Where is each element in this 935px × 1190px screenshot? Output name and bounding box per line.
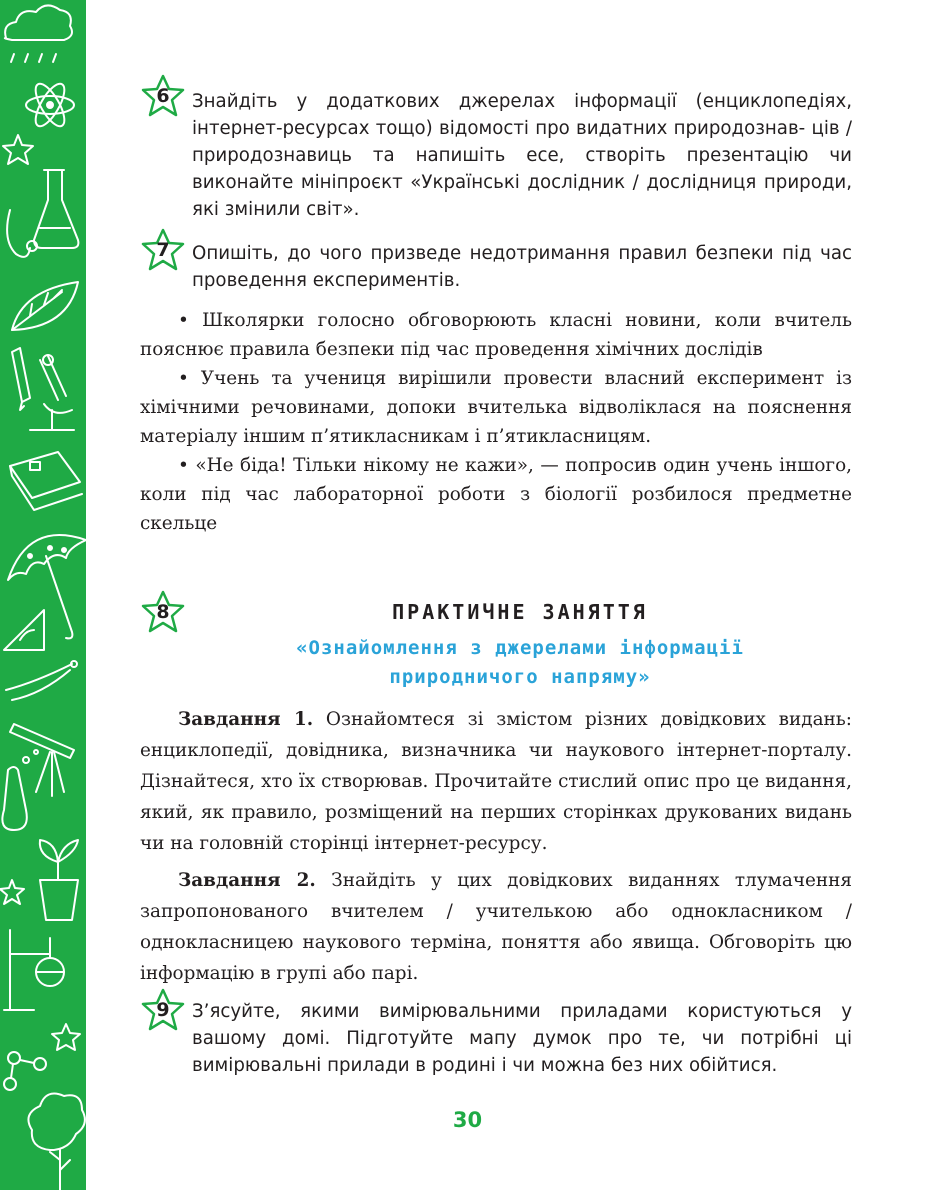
page-number: 30 [452, 1108, 483, 1132]
pencil-icon [12, 348, 30, 410]
star-icon [52, 1024, 80, 1050]
beaker-icon [2, 750, 38, 830]
subtitle-line-1: «Ознайомлення з джерелами інформації [296, 637, 744, 659]
flask-icon [34, 170, 78, 248]
leaf-icon [12, 282, 78, 330]
task-number-badge [140, 228, 186, 274]
book-icon [10, 452, 82, 510]
task-6-text: Знайдіть у додаткових джерелах інформації (енциклопедіях, інтернет-ресурсах тощо) відомості про видатних природознав- ців / природознавиць та напишіть есе, створіть презентацію чи виконайте мініпроєкт «Українські дослідник / дослідниця природи, які змінили світ». [192, 91, 852, 220]
microscope-icon [30, 355, 74, 430]
protractor-icon [4, 610, 44, 650]
assignment-1-text: Ознайомтеся зі змістом різних довідкових видань: енциклопедії, довідника, визначника чи наукового інтернет-порталу. Дізнайтеся, хто їх створював. Прочитайте стислий опис про це видання, який, як правило, розміщений на перших сторінках друкованих видань чи на головній сторінці інтернет-ресурсу. [140, 709, 852, 854]
task-7-text: Опишіть, до чого призведе недотримання правил безпеки під час проведення експериментів. [192, 243, 852, 291]
assignment-1-label: Завдання 1. [178, 709, 314, 730]
task-number: 7 [156, 239, 170, 261]
star-icon [3, 135, 33, 164]
assignment-2-label: Завдання 2. [178, 870, 316, 891]
task-6 [140, 74, 856, 220]
stethoscope-icon [7, 210, 37, 257]
comet-icon [6, 661, 77, 700]
rain-cloud-icon [5, 5, 72, 62]
atom-icon [26, 80, 74, 131]
umbrella-icon [8, 535, 86, 638]
task-9 [140, 988, 856, 1078]
subtitle-line-2: природничого напряму» [389, 666, 651, 688]
practical-lesson-heading [180, 600, 860, 624]
assignments [140, 704, 852, 989]
task-number: 8 [156, 601, 170, 623]
task-7 [140, 228, 856, 298]
telescope-icon [10, 724, 74, 796]
assignment-2 [140, 865, 852, 989]
task-7-bullets [140, 306, 852, 538]
bullet-item: • Школярки голосно обговорюють класні новини, коли вчитель пояснює правила безпеки під час проведення хімічних дослідів [140, 310, 852, 360]
lab-stand-icon [4, 930, 64, 1010]
decorative-sidebar [0, 0, 86, 1190]
assignment-2-text: Знайдіть у цих довідкових виданнях тлумачення запропонованого вчителем / учителькою або однокласником / однокласницею наукового терміна, поняття або явища. Обговоріть цю інформацію в групі або парі. [140, 870, 852, 984]
bullet-item: • Учень та учениця вирішили провести власний експеримент із хімічними речовинами, допоки вчителька відволіклася на пояснення матеріалу іншим п’ятикласникам і п’ятикласницям. [140, 368, 852, 447]
task-number-badge [140, 74, 186, 120]
practical-lesson-subtitle [180, 634, 860, 692]
star-icon [0, 880, 24, 904]
task-9-text: З’ясуйте, якими вимірювальними приладами користуються у вашому домі. Підготуйте мапу думок про те, чи потрібні ці вимірювальні прилади в родині і чи можна без них обійтися. [192, 1001, 852, 1076]
task-number-badge [140, 988, 186, 1034]
assignment-1 [140, 704, 852, 859]
bullet-item: • «Не біда! Тільки нікому не кажи», — попросив один учень іншого, коли під час лабораторної роботи з біології розбилося предметне скельце [140, 455, 852, 534]
task-number: 9 [156, 999, 170, 1021]
task-number: 6 [156, 85, 170, 107]
molecule-icon [4, 1052, 46, 1090]
practical-lesson-title: ПРАКТИЧНЕ ЗАНЯТТЯ [392, 600, 648, 624]
plant-pot-icon [40, 840, 78, 920]
